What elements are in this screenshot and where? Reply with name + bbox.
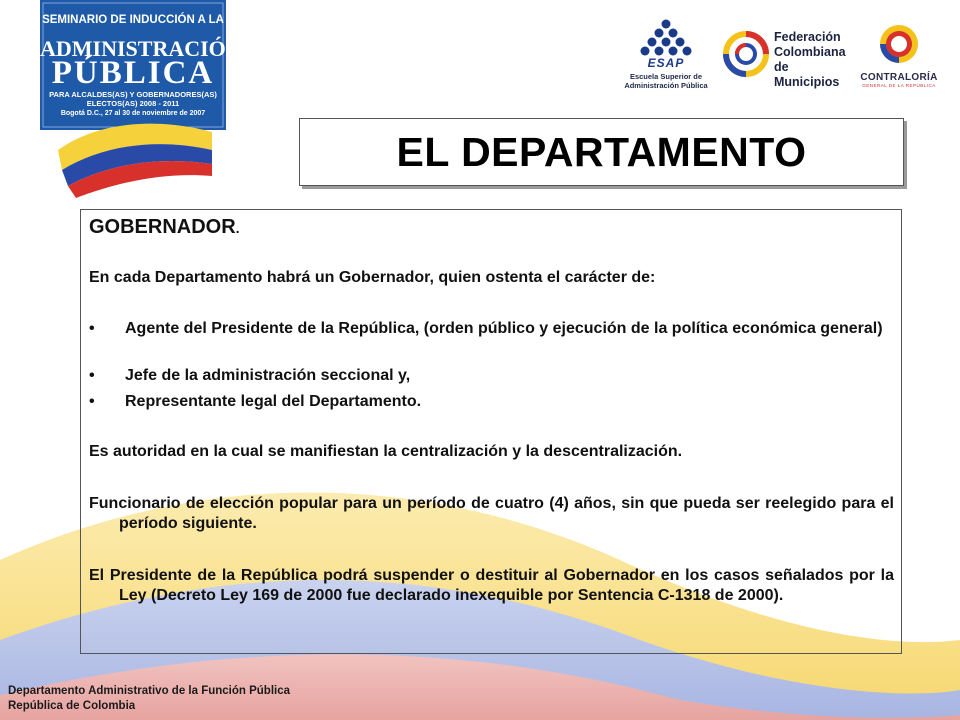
badge-line-4: PÚBLICA: [51, 55, 215, 91]
fcm-logo: [722, 26, 848, 89]
esap-dots-icon: [618, 18, 714, 58]
esap-caption-line-1: Escuela Superior de: [629, 72, 703, 81]
funcionario-paragraph: Funcionario de elección popular para un período de cuatro (4) años, sin que pueda ser reelegido para el período siguiente.: [89, 495, 894, 532]
fcm-name: [774, 30, 848, 90]
section-heading: [89, 216, 240, 239]
esap-caption-line-2: Administración Pública: [624, 81, 708, 90]
bullet-text: Representante legal del Departamento.: [125, 393, 422, 410]
footer-line-1: Departamento Administrativo de la Función Pública: [8, 685, 291, 697]
fcm-line-3: de Municipios: [774, 60, 840, 89]
badge-line-7: Bogotá D.C., 27 al 30 de noviembre de 2007: [60, 110, 206, 117]
title-box: [299, 118, 904, 186]
heading-suffix: .: [235, 220, 240, 236]
esap-caption: [618, 72, 714, 90]
contraloria-emblem-icon: [856, 22, 942, 70]
footer: [8, 684, 290, 714]
contraloria-logo: [856, 22, 942, 92]
intro-paragraph: En cada Departamento habrá un Gobernador, quien ostenta el carácter de:: [89, 269, 656, 286]
badge-line-5: PARA ALCALDES(AS) Y GOBERNADORES(AS): [49, 90, 217, 99]
autoridad-paragraph: Es autoridad en la cual se manifiestan la centralización y la descentralización.: [89, 443, 683, 460]
footer-line-2: República de Colombia: [8, 700, 136, 712]
seminar-badge-logo: [40, 0, 242, 200]
fcm-swirl-icon: [722, 26, 772, 82]
contraloria-subtitle: GENERAL DE LA REPÚBLICA: [862, 83, 936, 88]
bullet-text: Agente del Presidente de la República, (orden público y ejecución de la política económica general): [125, 320, 883, 337]
fcm-line-2: Colombiana: [774, 45, 846, 59]
contraloria-name: CONTRALORÍA: [860, 72, 938, 83]
esap-letters: ESAP: [647, 56, 685, 70]
slide-title: EL DEPARTAMENTO: [396, 128, 807, 175]
bullet-text: Jefe de la administración seccional y,: [125, 367, 411, 384]
badge-line-1: SEMINARIO DE INDUCCIÓN A LA: [42, 14, 224, 26]
bullet-symbol: •: [89, 320, 95, 337]
bullet-symbol: •: [89, 367, 95, 384]
esap-logo: [618, 18, 714, 94]
fcm-line-1: Federación: [774, 30, 841, 44]
badge-line-6: ELECTOS(AS) 2008 - 2011: [86, 99, 180, 108]
badge-line-3: ADMINISTRACIÓN: [40, 36, 242, 61]
heading-text: GOBERNADOR: [89, 216, 236, 238]
bullet-symbol: •: [89, 393, 95, 410]
presidente-paragraph: El Presidente de la República podrá suspender o destituir al Gobernador en los casos señalados por la Ley (Decreto Ley 169 de 2000 fue declarado inexequible por Sentencia C-1318 de 2000).: [89, 567, 894, 604]
